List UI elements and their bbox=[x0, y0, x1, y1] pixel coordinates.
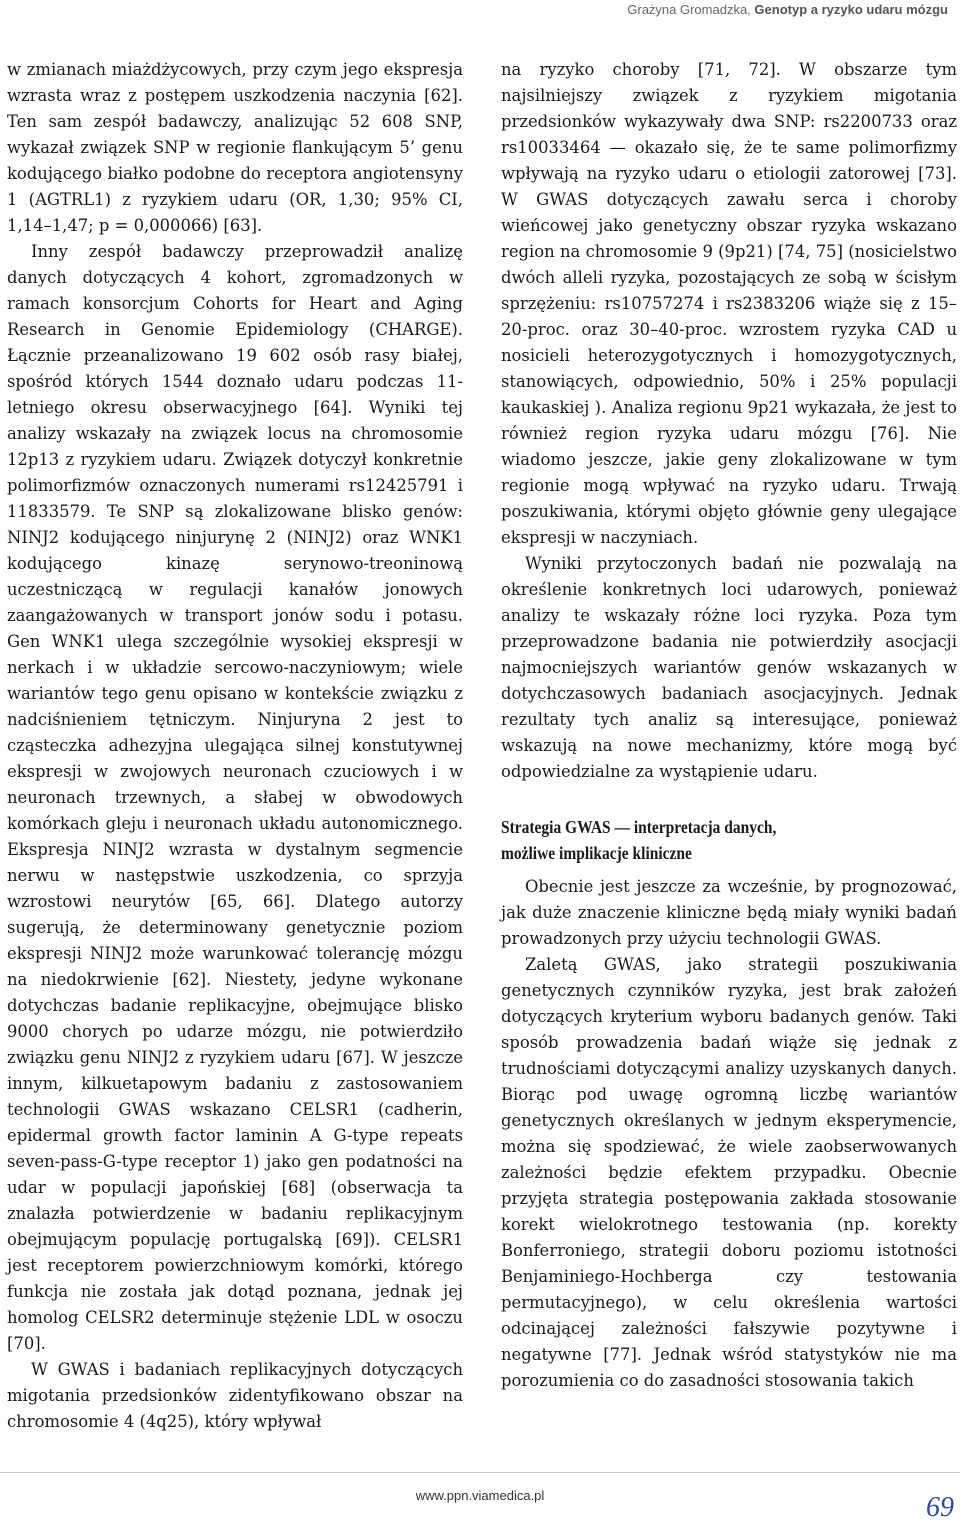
header-title: Genotyp a ryzyko udaru mózgu bbox=[754, 2, 948, 17]
left-paragraph-3: W GWAS i badaniach replikacyjnych dotyczących migotania przedsionków zidentyfikowano obszar na chromosomie 4 (4q25), który wpływał bbox=[7, 1360, 463, 1431]
header-author: Grażyna Gromadzka, bbox=[627, 2, 755, 17]
right-column bbox=[501, 57, 957, 1394]
right-paragraph-3: Obecnie jest jeszcze za wcześnie, by prognozować, jak duże znaczenie kliniczne będą miały wyniki badań prowadzonych przy użyciu technologii GWAS. bbox=[501, 877, 957, 948]
section-heading bbox=[501, 814, 893, 866]
footer-url: www.ppn.viamedica.pl bbox=[415, 1488, 545, 1503]
right-paragraph-2: Wyniki przytoczonych badań nie pozwalają na określenie konkretnych loci udarowych, ponieważ analizy te wskazały różne loci ryzyka. Poza tym przeprowadzone badania nie potwierdziły asocjacji najmocniejszych wariantów genów wskazanych w dotychczasowych badaniach asocjacyjnych. Jednak rezultaty tych analiz są interesujące, ponieważ wskazują na nowe mechanizmy, które mogą być odpowiedzialne za wystąpienie udaru. bbox=[501, 554, 957, 781]
right-paragraph-1: na ryzyko choroby [71, 72]. W obszarze tym najsilniejszy związek z ryzykiem migotania przedsionków wykazywały dwa SNP: rs2200733 oraz rs10033464 — okazało się, że te same polimorfizmy wpływają na ryzyko udaru o etiologii zatorowej [73]. W GWAS dotyczących zawału serca i choroby wieńcowej jako genetyczny obszar ryzyka wskazano region na chromosomie 9 (9p21) [74, 75] (nosicielstwo dwóch alleli ryzyka, pozostających ze sobą w ścisłym sprzężeniu: rs10757274 i rs2383206 wiąże się z 15–20-proc. oraz 30–40-proc. wzrostem ryzyka CAD u nosicieli heterozygotycznych i homozygotycznych, stanowiących, odpowiednio, 50% i 25% populacji kaukaskiej ). Analiza regionu 9p21 wykazała, że jest to również region ryzyka udaru mózgu [76]. Nie wiadomo jeszcze, jakie geny zlokalizowane w tym regionie mogą wpływać na ryzyko udaru. Trwają poszukiwania, którymi objęto głównie geny ulegające ekspresji w naczyniach. bbox=[501, 60, 957, 547]
right-paragraph-4: Zaletą GWAS, jako strategii poszukiwania genetycznych czynników ryzyka, jest brak założeń dotyczących kryterium wyboru badanych genów. Taki sposób prowadzenia badań wiąże się jednak z trudnościami dotyczącymi analizy uzyskanych danych. Biorąc pod uwagę ogromną liczbę wariantów genetycznych określanych w jednym eksperymencie, można się spodziewać, że wiele zaobserwowanych zależności będzie efektem przypadku. Obecnie przyjęta strategia postępowania zakłada stosowanie korekt wielokrotnego testowania (np. korekty Bonferroniego, strategii doboru poziomu istotności Benjaminiego-Hochberga czy testowania permutacyjnego), w celu określenia wartości odcinającej zależności fałszywie pozytywne i negatywne [77]. Jednak wśród statystyków nie ma porozumienia co do zasadności stosowania takich bbox=[501, 955, 957, 1390]
page-number: 69 bbox=[926, 1492, 954, 1523]
section-heading-line-2: możliwe implikacje kliniczne bbox=[501, 843, 692, 863]
section-heading-line-1: Strategia GWAS — interpretacja danych, bbox=[501, 817, 777, 837]
running-header bbox=[0, 0, 960, 20]
left-paragraph-1: w zmianach miażdżycowych, przy czym jego ekspresja wzrasta wraz z postępem uszkodzenia naczynia [62]. Ten sam zespół badawczy, analizując 52 608 SNP, wykazał związek SNP w regionie flankującym 5’ genu kodującego białko podobne do receptora angiotensyny 1 (AGTRL1) z ryzykiem udaru (OR, 1,30; 95% CI, 1,14–1,47; p = 0,000066) [63]. bbox=[7, 60, 463, 235]
left-paragraph-2: Inny zespół badawczy przeprowadził analizę danych dotyczących 4 kohort, zgromadzonych w ramach konsorcjum Cohorts for Heart and Aging Research in Genomie Epidemiology (CHARGE). Łącznie przeanalizowano 19 602 osób rasy białej, spośród których 1544 doznało udaru podczas 11-letniego okresu obserwacyjnego [64]. Wyniki tej analizy wskazały na związek locus na chromosomie 12p13 z ryzykiem udaru. Związek dotyczył konkretnie polimorfizmów oznaczonych numerami rs12425791 i 11833579. Te SNP są zlokalizowane blisko genów: NINJ2 kodującego ninjurynę 2 (NINJ2) oraz WNK1 kodującego kinazę serynowo-treoninową uczestniczącą w regulacji kanałów jonowych zaangażowanych w transport jonów sodu i potasu. Gen WNK1 ulega szczególnie wysokiej ekspresji w nerkach i w układzie sercowo-naczyniowym; wiele wariantów tego genu opisano w kontekście związku z nadciśnieniem tętniczym. Ninjuryna 2 jest to cząsteczka adhezyjna ulegająca silnej konstutywnej ekspresji w zwojowych neuronach czuciowych i w neuronach trzewnych, a słabej w obwodowych komórkach gleju i neuronach układu autonomicznego. Ekspresja NINJ2 wzrasta w dystalnym segmencie nerwu w następstwie uszkodzenia, co sprzyja wzrostowi neurytów [65, 66]. Dlatego autorzy sugerują, że determinowany genetycznie poziom ekspresji NINJ2 może warunkować tolerancję mózgu na niedokrwienie [62]. Niestety, jedyne wykonane dotychczas badanie replikacyjne, obejmujące blisko 9000 chorych po udarze mózgu, nie potwierdziło związku genu NINJ2 z ryzykiem udaru [67]. W jeszcze innym, kilkuetapowym badaniu z zastosowaniem technologii GWAS wskazano CELSR1 (cadherin, epidermal growth factor laminin A G-type repeats seven-pass-G-type receptor 1) jako gen podatności na udar w populacji japońskiej [68] (obserwacja ta znalazła potwierdzenie w badaniu replikacyjnym obejmującym populację portugalską [69]). CELSR1 jest receptorem powierzchniowym komórki, którego funkcja nie została jak dotąd poznana, jednak jej homolog CELSR2 determinuje stężenie LDL w osoczu [70]. bbox=[7, 242, 463, 1353]
footer-divider bbox=[0, 1472, 960, 1473]
left-column bbox=[7, 57, 463, 1435]
